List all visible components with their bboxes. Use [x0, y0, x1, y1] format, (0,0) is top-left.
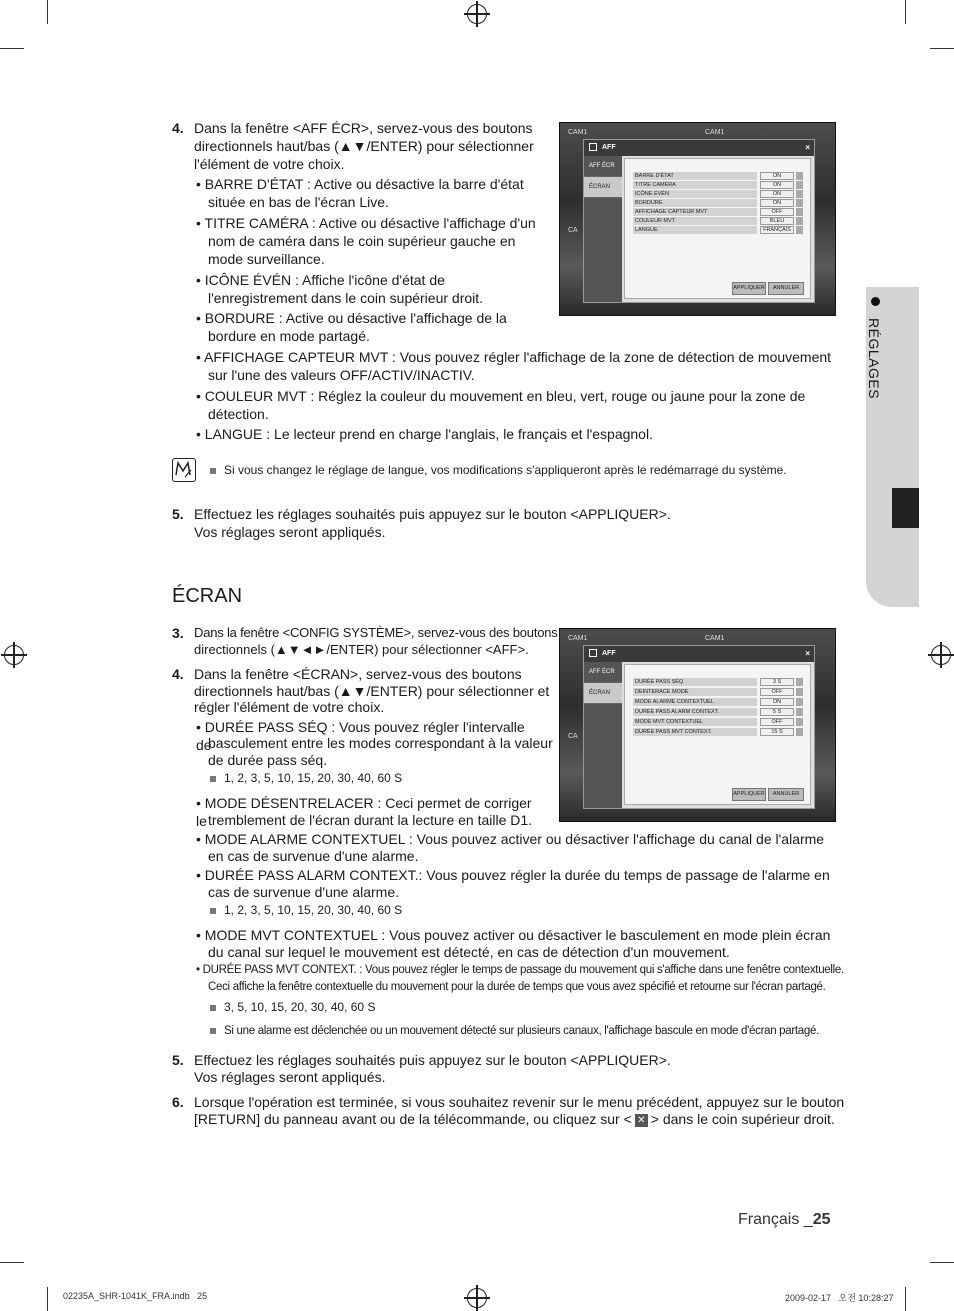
note-text: Si une alarme est déclenchée ou un mouvement détecté sur plusieurs canaux, l'affichage bascule en mode d'écran partagé. [210, 1023, 819, 1040]
step-number: 4. [172, 666, 184, 682]
step-text: Vos réglages seront appliqués. [194, 1069, 386, 1085]
spinner-arrows-icon[interactable] [796, 678, 803, 686]
bullet-text: du canal sur lequel le mouvement est détecté, en cas de détection d'un mouvement. [208, 944, 730, 960]
step-number: 5. [172, 1052, 184, 1068]
tab-aff-ecr[interactable]: AFF ÉCR [584, 156, 622, 177]
step-text: directionnels (▲▼◄►/ENTER) pour sélectionner <AFF>. [194, 642, 529, 657]
bullet-term: MODE DÉSENTRELACER [204, 795, 374, 811]
close-icon: ✕ [635, 1114, 648, 1127]
camera-label: CAM1 [705, 635, 725, 642]
bullet-item: • MODE DÉSENTRELACER : Ceci permet de corriger le [196, 795, 532, 829]
spinner-arrows-icon[interactable] [796, 708, 803, 716]
settings-panel: DURÉE PASS SÉQ 3 S DEINTERACE MODE OFF MODE ALARME CONTEXTUEL ON DURÉE PASS ALARM CONTEXT. 5 S MODE MVT CONTEXTUEL OFF DURÉE PASS MVT CONTEXT. 15 S APPLIQUER ANNULER [624, 664, 811, 805]
spinner-arrows-icon[interactable] [796, 172, 803, 180]
close-icon[interactable]: × [805, 649, 810, 658]
step-text: Lorsque l'opération est terminée, si vous souhaitez revenir sur le menu précédent, appuyez sur le bouton [194, 1094, 845, 1110]
note-text: Si vous changez le réglage de langue, vos modifications s'appliqueront après le redémarrage du système. [210, 462, 810, 479]
step-text: Effectuez les réglages souhaités puis appuyez sur le bouton <APPLIQUER>. [194, 1052, 671, 1068]
bullet-item: • MODE MVT CONTEXTUEL : Vous pouvez activer ou désactiver le basculement en mode plein écran [196, 927, 831, 943]
spinner-arrows-icon[interactable] [796, 199, 803, 207]
page-number: Français _25 [738, 1211, 831, 1228]
registration-mark-icon [4, 645, 24, 665]
camera-label: CAM1 [568, 635, 588, 642]
spinner-arrows-icon[interactable] [796, 181, 803, 189]
bullet-text: nom de caméra dans le coin supérieur gauche en [208, 233, 516, 249]
step-text: Dans la fenêtre <AFF ÉCR>, servez-vous des boutons [194, 120, 533, 136]
spinner-arrows-icon[interactable] [796, 217, 803, 225]
spinner-arrows-icon[interactable] [796, 688, 803, 696]
value-list: 1, 2, 3, 5, 10, 15, 20, 30, 40, 60 S [210, 902, 402, 919]
bullet-item: • BARRE D'ÉTAT : Active ou désactive la barre d'état [196, 176, 524, 192]
spinner-arrows-icon[interactable] [796, 698, 803, 706]
step-text: [RETURN] du panneau avant ou de la télécommande, ou cliquez sur < ✕ > dans le coin supérieur droit. [194, 1111, 835, 1127]
bullet-item: • COULEUR MVT : Réglez la couleur du mouvement en bleu, vert, rouge ou jaune pour la zone de [196, 388, 806, 404]
print-file-info: 02235A_SHR-1041K_FRA.indb 25 [63, 1291, 208, 1301]
step-text: Vos réglages seront appliqués. [194, 524, 386, 540]
spinner-arrows-icon[interactable] [796, 226, 803, 234]
step-number: 5. [172, 506, 184, 522]
step-text: directionnels haut/bas (▲▼/ENTER) pour sélectionner [194, 138, 534, 154]
sidebar-label: RÉGLAGES [866, 318, 882, 400]
settings-window [583, 645, 815, 809]
bullet-text: Ceci affiche la fenêtre contextuelle du mouvement pour la durée de temps que vous avez spécifié et retourne sur l'écran partagé. [208, 981, 826, 993]
bullet-term: LANGUE [204, 426, 263, 442]
tab-ecran[interactable]: ÉCRAN [584, 683, 622, 704]
settings-window [583, 139, 815, 303]
bullet-term: COULEUR MVT [204, 388, 307, 404]
monitor-icon [589, 649, 597, 657]
bullet-item: • BORDURE : Active ou désactive l'affichage de la [196, 310, 507, 326]
step-text: Dans la fenêtre <ÉCRAN>, servez-vous des boutons [194, 666, 522, 682]
bullet-term: DURÉE PASS MVT CONTEXT. [202, 964, 357, 976]
bullet-term: MODE MVT CONTEXTUEL [204, 927, 378, 943]
step-text: Effectuez les réglages souhaités puis appuyez sur le bouton <APPLIQUER>. [194, 506, 671, 522]
sidebar-dark-block [892, 488, 919, 528]
bullet-term: ICÔNE ÉVÉN [204, 272, 292, 288]
bullet-text: de durée pass séq. [208, 752, 328, 768]
bullet-item: • DURÉE PASS ALARM CONTEXT.: Vous pouvez régler la durée du temps de passage de l'alarme en [196, 867, 830, 883]
step-text: régler l'élément de votre choix. [194, 699, 385, 715]
camera-label: CA [568, 733, 578, 740]
apply-button[interactable]: APPLIQUER [732, 788, 766, 801]
bullet-item: • DURÉE PASS MVT CONTEXT. : Vous pouvez régler le temps de passage du mouvement qui s'affiche dans une fenêtre contextuelle. [196, 964, 844, 976]
step-number: 6. [172, 1094, 184, 1110]
step-number: 4. [172, 120, 184, 136]
cancel-button[interactable]: ANNULER [768, 282, 804, 295]
crop-mark [930, 1262, 954, 1263]
bullet-term: TITRE CAMÉRA [204, 215, 309, 231]
window-title: AFF [602, 650, 616, 657]
window-title: AFF [602, 144, 616, 151]
bullet-term: DURÉE PASS SÉQ [204, 719, 328, 735]
value-list: 3, 5, 10, 15, 20, 30, 40, 60 S [210, 999, 375, 1016]
sidebar-dot-icon [871, 297, 880, 306]
monitor-icon [589, 143, 597, 151]
value-list: 1, 2, 3, 5, 10, 15, 20, 30, 40, 60 S [210, 770, 402, 787]
crop-mark [0, 1262, 24, 1263]
bullet-text: tremblement de l'écran durant la lecture en taille D1. [208, 812, 533, 828]
bullet-term: DURÉE PASS ALARM CONTEXT. [204, 867, 419, 883]
camera-label: CA [568, 227, 578, 234]
bullet-text: située en bas de l'écran Live. [208, 194, 389, 210]
spinner-arrows-icon[interactable] [796, 718, 803, 726]
step-text: directionnels haut/bas (▲▼/ENTER) pour sélectionner et [194, 683, 550, 699]
window-tabs [584, 662, 622, 808]
camera-label: CAM1 [568, 129, 588, 136]
screenshot-aff-ecr [559, 122, 836, 316]
tab-aff-ecr[interactable]: AFF ÉCR [584, 662, 622, 683]
bullet-term: BORDURE [204, 310, 275, 326]
step-text: l'élément de votre choix. [194, 156, 345, 172]
bullet-text: en cas de survenue d'une alarme. [208, 848, 419, 864]
bullet-term: BARRE D'ÉTAT [204, 176, 304, 192]
bullet-text: détection. [208, 406, 269, 422]
window-tabs [584, 156, 622, 302]
bullet-text: cas de survenue d'une alarme. [208, 884, 400, 900]
bullet-term: MODE ALARME CONTEXTUEL [204, 831, 405, 847]
bullet-item: • LANGUE : Le lecteur prend en charge l'anglais, le français et l'espagnol. [196, 426, 653, 442]
crop-mark [0, 48, 24, 49]
bullet-item: • MODE ALARME CONTEXTUEL : Vous pouvez activer ou désactiver l'affichage du canal de l'alarme [196, 831, 825, 847]
camera-label: CAM1 [705, 129, 725, 136]
registration-mark-icon [467, 1288, 487, 1308]
cancel-button[interactable]: ANNULER [768, 788, 804, 801]
spinner-arrows-icon[interactable] [796, 208, 803, 216]
step-number: 3. [172, 625, 184, 641]
print-date: 2009-02-17 오전 10:28:27 [785, 1293, 894, 1303]
bullet-term: AFFICHAGE CAPTEUR MVT [204, 349, 389, 365]
settings-panel: BARRE D'ÉTAT ON TITRE CAMÉRA ON ICÔNE ÉVÉN ON BORDURE ON AFFICHAGE CAPTEUR MVT OFF COULEUR MVT BLEU LANGUE FRANÇAIS APPLIQUER ANNULER [624, 158, 811, 299]
bullet-item: • DURÉE PASS SÉQ : Vous pouvez régler l'intervalle de [196, 719, 525, 753]
bullet-text: sur l'une des valeurs OFF/ACTIV/INACTIV. [208, 367, 475, 383]
apply-button[interactable]: APPLIQUER [732, 282, 766, 295]
bullet-item: • AFFICHAGE CAPTEUR MVT : Vous pouvez régler l'affichage de la zone de détection de mouvement [196, 349, 832, 365]
bullet-item: • TITRE CAMÉRA : Active ou désactive l'affichage d'un [196, 215, 536, 231]
tab-ecran[interactable]: ÉCRAN [584, 177, 622, 198]
section-heading: ÉCRAN [172, 585, 243, 607]
window-title-bar [584, 140, 814, 156]
bullet-text: bordure en mode partagé. [208, 328, 370, 344]
bullet-item: • ICÔNE ÉVÉN : Affiche l'icône d'état de [196, 272, 445, 288]
crop-mark [930, 48, 954, 49]
bullet-text: l'enregistrement dans le coin supérieur droit. [208, 290, 484, 306]
spinner-arrows-icon[interactable] [796, 728, 803, 736]
close-icon[interactable]: × [805, 143, 810, 152]
crop-mark [47, 1287, 48, 1311]
bullet-text: basculement entre les modes correspondant à la valeur [208, 735, 553, 751]
registration-mark-icon [467, 4, 487, 24]
window-title-bar [584, 646, 814, 662]
screenshot-ecran [559, 628, 836, 822]
crop-mark [905, 1287, 906, 1311]
bullet-text: mode surveillance. [208, 251, 325, 267]
spinner-arrows-icon[interactable] [796, 190, 803, 198]
note-icon [172, 458, 196, 482]
registration-mark-icon [931, 645, 951, 665]
crop-mark [47, 0, 48, 24]
crop-mark [905, 0, 906, 24]
step-text: Dans la fenêtre <CONFIG SYSTÈME>, servez-vous des boutons [194, 625, 558, 640]
